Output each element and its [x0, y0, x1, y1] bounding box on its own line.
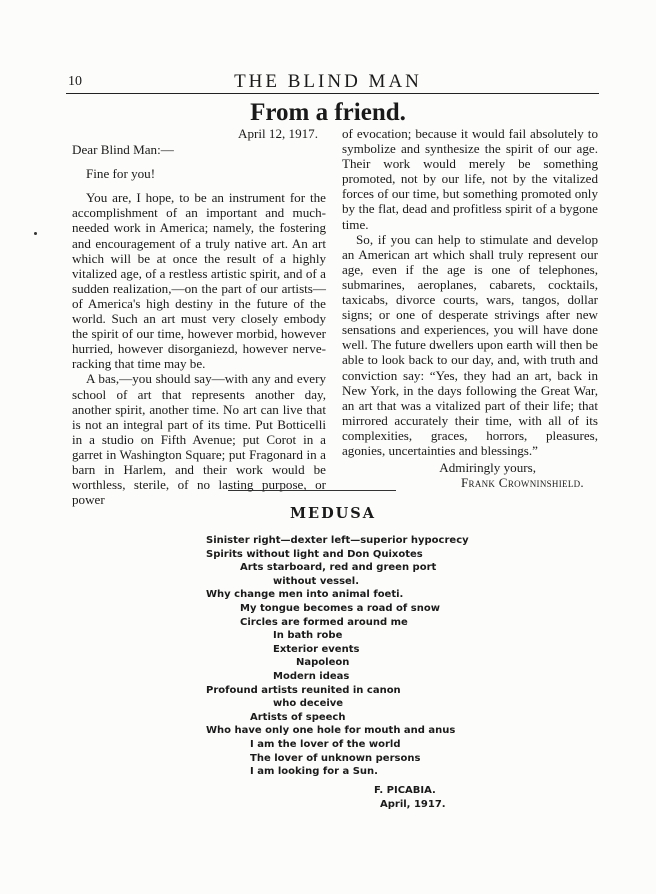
paragraph-5: So, if you can help to stimulate and develop an American art which shall truly represent our age, even if the age is one of telephones, submarines, aeroplanes, cabarets, cocktails, taxicabs, divorce courts, wars, tangos, dollar signs; or one of desperate strivings after new sensations and experiences, you will have done well. The future dwellers upon earth will then be able to look back to our day, and, with truth and conviction say: “Yes, they had an art, back in New York, in the days following the Great War, an art that was a vitalized part of their life; that mirrored accurately their time, with all of its complexities, graces, horrors, pleasures, agonies, uncertainties and blessings.” — [342, 231, 598, 458]
article-title: From a friend. — [250, 99, 406, 126]
poem-author: F. PICABIA. — [374, 785, 436, 796]
poem-title: MEDUSA — [289, 505, 377, 522]
poem-line: Who have only one hole for mouth and anus — [206, 725, 456, 737]
poem-line: Artists of speech — [250, 711, 346, 723]
letter-date: April 12, 1917. — [237, 126, 318, 141]
margin-dot — [34, 232, 37, 235]
closing: Admiringly yours, — [439, 460, 536, 476]
poem-line: Modern ideas — [273, 671, 350, 682]
poem-line: Sinister right—dexter left—superior hypocrecy — [206, 535, 469, 546]
poem-line: Profound artists reunited in canon — [206, 684, 401, 696]
paragraph-1: Fine for you! — [86, 166, 156, 182]
signature-rule — [228, 490, 396, 491]
poem-line: Napoleon — [296, 657, 350, 669]
poem-line: My tongue becomes a road of snow — [240, 603, 440, 614]
poem-line: Why change men into animal foeti. — [206, 589, 404, 601]
salutation: Dear Blind Man:— — [72, 142, 174, 158]
paragraph-4: of evocation; because it would fail absolutely to symbolize and synthesize the spirit of our age. Their work would merely be something promoted, not by our life, not by the vitalized forces of our time, but something promoted only by the flat, dead and profitless spirit of a bygone time. — [342, 126, 598, 232]
poem-line: Exterior events — [273, 643, 360, 655]
page-number: 10 — [68, 74, 82, 89]
poem-line: In bath robe — [273, 630, 343, 642]
poem-line: who deceive — [273, 698, 344, 710]
spacer — [72, 157, 326, 166]
right-column — [342, 126, 598, 490]
signature: Frank Crowninshield. — [460, 475, 584, 491]
poem-line: I am the lover of the world — [250, 739, 401, 750]
paragraph-3: A bas,—you should say—with any and every school of art that represents another day, another spirit, another time. No art can live that is not an integral part of its time. Put Botticelli in a studio on Fifth Avenue; put Corot in a garret in Washington Square; put Fragonard in a barn in Harlem, and their work would be worthless, sterile, of no lasting purpose, or power — [72, 371, 326, 508]
header-rule — [66, 93, 599, 94]
paragraph-2: You are, I hope, to be an instrument for the accomplishment of an important and much-needed work in America; namely, the fostering and encouragement of a truly native art. An art which will be at once the result of a highly vitalized age, of a restless artistic spirit, and of a sudden realization,—on the part of our artists—of America's high destiny in the future of the world. Such an art must very closely embody the spirit of our time, however morbid, however hurried, however disorganiezd, however nerve-racking that time may be. — [72, 190, 326, 372]
left-column — [72, 126, 326, 507]
poem-line: The lover of unknown persons — [250, 752, 421, 764]
poem-line: without vessel. — [273, 575, 360, 587]
poem-line: I am looking for a Sun. — [250, 766, 378, 778]
poem-line: Circles are formed around me — [240, 616, 408, 628]
running-title: THE BLIND MAN — [234, 71, 422, 92]
poem-line: Arts starboard, red and green port — [240, 562, 437, 574]
poem-line: Spirits without light and Don Quixotes — [206, 548, 423, 560]
poem-date: April, 1917. — [380, 799, 446, 810]
spacer — [72, 181, 326, 190]
